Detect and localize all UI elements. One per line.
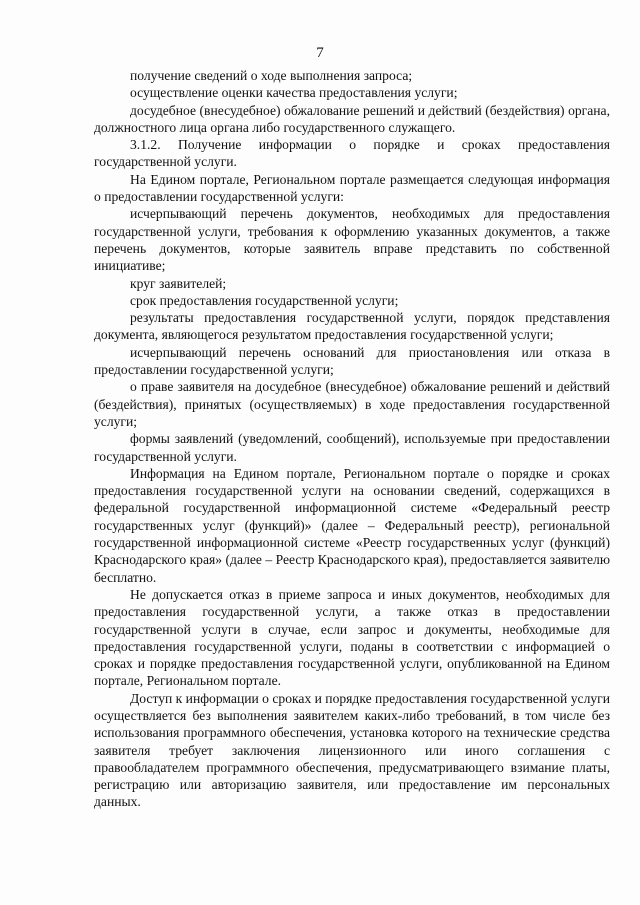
paragraph-15: Доступ к информации о сроках и порядке предоставления государственной услуги осуществляется без выполнения заявителем каких-либо требований, в том числе без использования программного обеспечения, установка которого на технические средства заявителя требует заключения лицензионного или иного соглашения с правообладателем программного обеспечения, предусматривающего взимание платы, регистрацию или авторизацию заявителя, или предоставление им персональных данных. [94, 690, 610, 810]
paragraph-6: исчерпывающий перечень документов, необходимых для предоставления государственной услуги, требования к оформлению указанных документов, а также перечень документов, которые заявитель вправе представить по собственной инициативе; [94, 206, 610, 274]
paragraph-14: Не допускается отказ в приеме запроса и иных документов, необходимых для предоставления государственной услуги, а также отказ в предоставлении государственной услуги в случае, если запрос и документы, необходимые для предоставления государственной услуги, поданы в соответствии с информацией о сроках и порядке предоставления государственной услуги, опубликованной на Едином портале, Региональном портале. [94, 586, 610, 689]
document-body [94, 67, 610, 811]
page-number: 7 [316, 45, 324, 61]
paragraph-7: круг заявителей; [130, 275, 227, 291]
paragraph-10: исчерпывающий перечень оснований для приостановления или отказа в предоставлении государственной услуги; [94, 344, 610, 378]
paragraph-3: досудебное (внесудебное) обжалование решений и действий (бездействия) органа, должностного лица органа либо государственного служащего. [94, 102, 610, 135]
paragraph-8: срок предоставления государственной услуги; [130, 292, 399, 308]
paragraph-11: о праве заявителя на досудебное (внесудебное) обжалование решений и действий (бездействия), принятых (осуществляемых) в ходе предоставления государственной услуги; [94, 379, 610, 429]
paragraph-9: результаты предоставления государственной услуги, порядок представления документа, являющегося результатом предоставления государственной услуги; [94, 310, 610, 343]
paragraph-5: На Едином портале, Региональном портале размещается следующая информация о предоставлении государственной услуги: [94, 171, 610, 205]
paragraph-4: 3.1.2. Получение информации о порядке и сроках предоставления государственной услуги. [94, 137, 610, 170]
paragraph-13: Информация на Едином портале, Региональном портале о порядке и сроках предоставления государственной услуги на основании сведений, содержащихся в федеральной государственной информационной системе «Федеральный реестр государственных услуг (функций)» (далее – Федеральный реестр), региональной государственной информационной системе «Реестр государственных услуг (функций) Краснодарского края» (далее – Реестр Краснодарского края), предоставляется заявителю бесплатно. [94, 465, 610, 585]
paragraph-12: формы заявлений (уведомлений, сообщений), используемые при предоставлении государственной услуги. [94, 431, 610, 464]
paragraph-2: осуществление оценки качества предоставления услуги; [130, 85, 458, 101]
paragraph-1: получение сведений о ходе выполнения запроса; [130, 68, 413, 83]
